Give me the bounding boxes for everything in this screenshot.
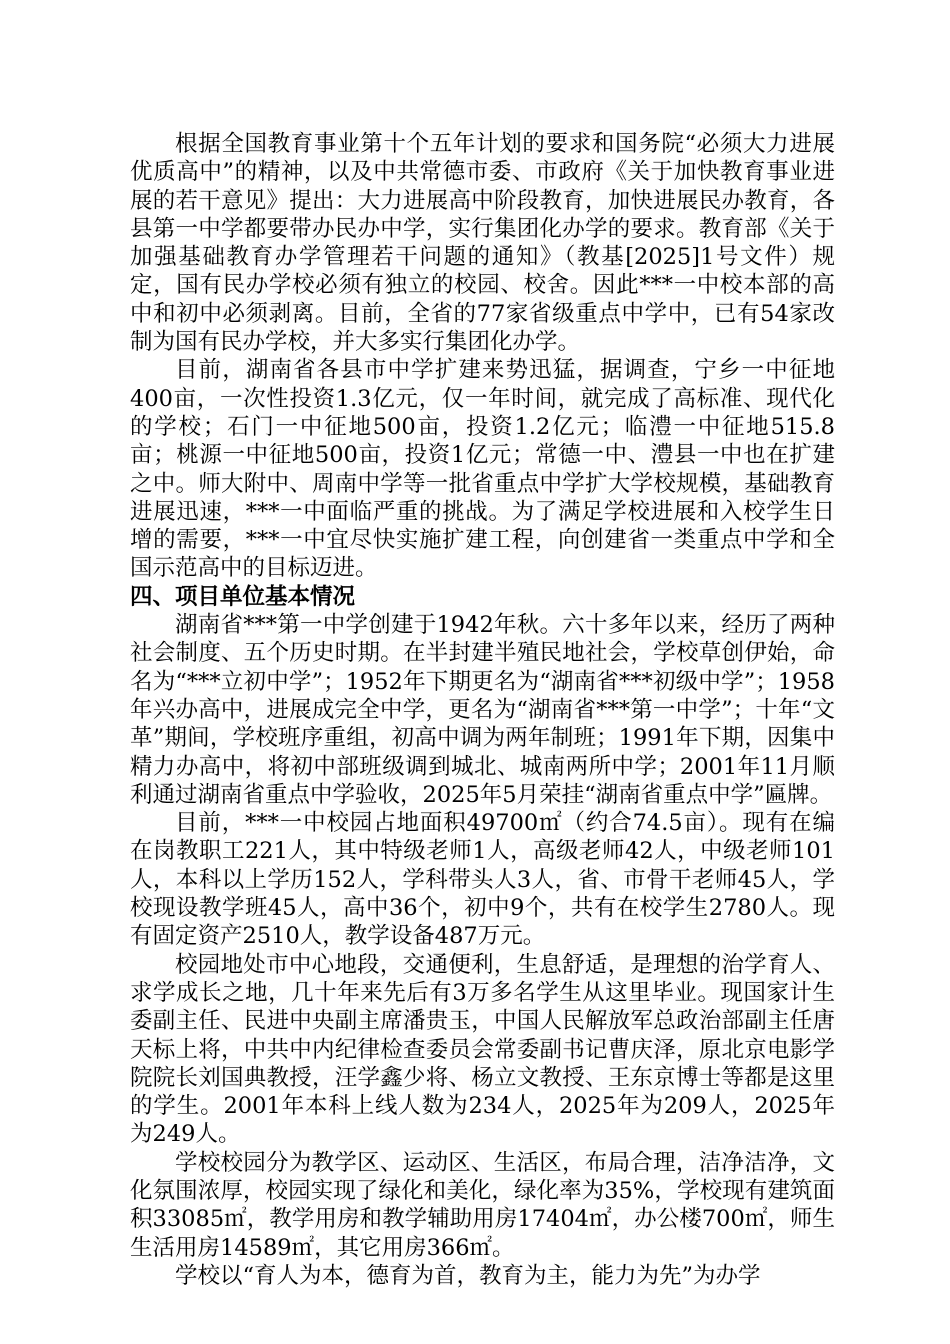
- body-paragraph: 目前，***一中校园占地面积49700㎡（约合74.5亩）。现有在编在岗教职工221人，其中特级老师1人，高级老师42人，中级老师101人，本科以上学历152人，学科带头人3人，省、市骨干老师45人，学校现设教学班45人，高中36个，初中9个，共有在校学生2780人。现有固定资产2510人，教学设备487万元。: [130, 810, 835, 950]
- body-paragraph: 湖南省***第一中学创建于1942年秋。六十多年以来，经历了两种社会制度、五个历史时期。在半封建半殖民地社会，学校草创伊始，命名为“***立初中学”；1952年下期更名为“湖南省***初级中学”；1958年兴办高中，进展成完全中学，更名为“湖南省***第一中学”；十年“文革”期间，学校班序重组，初高中调为两年制班；1991年下期，因集中精力办高中，将初中部班级调到城北、城南两所中学；2001年11月顺利通过湖南省重点中学验收，2025年5月荣挂“湖南省重点中学”匾牌。: [130, 612, 835, 808]
- body-paragraph: 校园地处市中心地段，交通便利，生息舒适，是理想的治学育人、求学成长之地，几十年来先后有3万多名学生从这里毕业。现国家计生委副主任、民进中央副主席潘贵玉，中国人民解放军总政治部副主任唐天标上将，中共中内纪律检查委员会常委副书记曹庆泽，原北京电影学院院长刘国典教授，汪学鑫少将、杨立文教授、王东京博士等都是这里的学生。2001年本科上线人数为234人，2025年为209人，2025年为249人。: [130, 951, 835, 1148]
- section-heading: 四、项目单位基本情况: [130, 583, 356, 610]
- body-paragraph: 目前，湖南省各县市中学扩建来势迅猛，据调查，宁乡一中征地400亩，一次性投资1.3亿元，仅一年时间，就完成了高标准、现代化的学校；石门一中征地500亩，投资1.2亿元；临澧一中征地515.8亩；桃源一中征地500亩，投资1亿元；常德一中、澧县一中也在扩建之中。师大附中、周南中学等一批省重点中学扩大学校规模，基础教育进展迅速，***一中面临严重的挑战。为了满足学校进展和入校学生日增的需要，***一中宜尽快实施扩建工程，向创建省一类重点中学和全国示范高中的目标迈进。: [130, 357, 835, 582]
- body-paragraph: 根据全国教育事业第十个五年计划的要求和国务院“必须大力进展优质高中”的精神，以及中共常德市委、市政府《关于加快教育事业进展的若干意见》提出：大力进展高中阶段教育，加快进展民办教育，各县第一中学都要带办民办中学，实行集团化办学的要求。教育部《关于加强基础教育办学管理若干问题的通知》（教基[2025]1号文件）规定，国有民办学校必须有独立的校园、校舍。因此***一中校本部的高中和初中必须剥离。目前，全省的77家省级重点中学中，已有54家改制为国有民办学校，并大多实行集团化办学。: [130, 131, 835, 356]
- body-paragraph: 学校校园分为教学区、运动区、生活区，布局合理，洁净洁净，文化氛围浓厚，校园实现了绿化和美化，绿化率为35%，学校现有建筑面积33085㎡，教学用房和教学辅助用房17404㎡，办公楼700㎡，师生生活用房14589㎡，其它用房366㎡。: [130, 1149, 835, 1261]
- body-paragraph: 学校以“育人为本，德育为首，教育为主，能力为先”为办学: [175, 1262, 761, 1289]
- document-page: [130, 130, 835, 1290]
